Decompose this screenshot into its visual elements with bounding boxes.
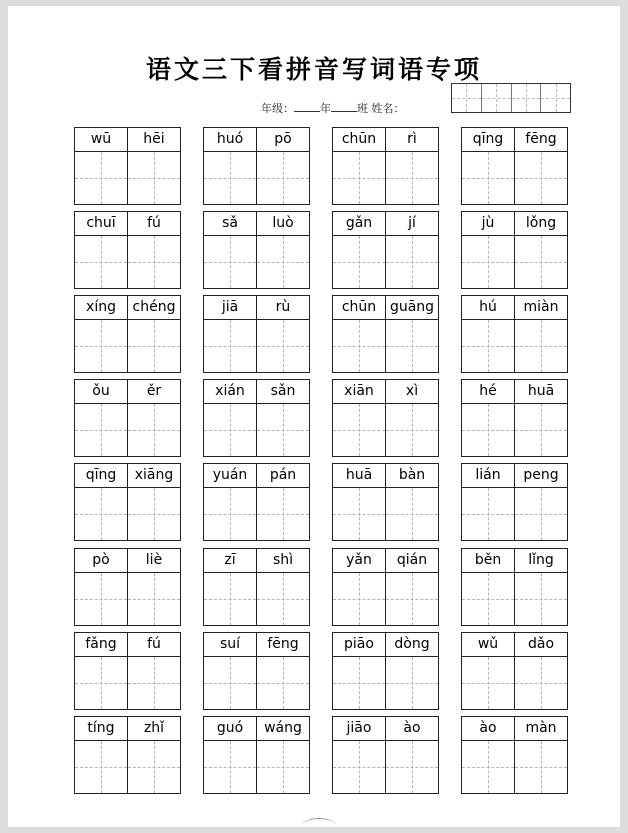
pinyin-label: xiān — [333, 380, 385, 404]
character-cell — [75, 549, 127, 625]
writing-box[interactable] — [333, 657, 385, 709]
page-title: 语文三下看拼音写词语专项 — [145, 55, 482, 84]
student-info-line — [261, 100, 405, 116]
character-cell — [204, 633, 256, 709]
character-cell — [75, 633, 127, 709]
writing-box[interactable] — [333, 236, 385, 288]
character-cell — [333, 464, 385, 540]
writing-box[interactable] — [333, 573, 385, 625]
word-item — [461, 295, 568, 373]
writing-box[interactable] — [204, 320, 256, 372]
writing-box[interactable] — [257, 488, 309, 540]
character-cell — [385, 464, 438, 540]
character-cell — [462, 296, 514, 372]
pinyin-label: xián — [204, 380, 256, 404]
pinyin-label: suí — [204, 633, 256, 657]
word-item — [74, 463, 181, 541]
word-item — [461, 548, 568, 626]
character-cell — [385, 633, 438, 709]
character-cell — [462, 212, 514, 288]
pinyin-label: ǒu — [75, 380, 127, 404]
character-cell — [127, 380, 180, 456]
pinyin-label: jí — [386, 212, 438, 236]
name-cell[interactable] — [482, 84, 512, 112]
class-label: 班 — [357, 102, 368, 115]
writing-box[interactable] — [515, 573, 567, 625]
year-label: 年 — [320, 102, 331, 115]
pinyin-label: fēng — [257, 633, 309, 657]
pinyin-label: lǐng — [515, 549, 567, 573]
writing-box[interactable] — [386, 573, 438, 625]
character-cell — [462, 128, 514, 204]
writing-box[interactable] — [386, 488, 438, 540]
writing-box[interactable] — [128, 236, 180, 288]
pinyin-label: dǎo — [515, 633, 567, 657]
writing-box[interactable] — [257, 404, 309, 456]
pinyin-label: dòng — [386, 633, 438, 657]
character-cell — [462, 380, 514, 456]
writing-box[interactable] — [462, 404, 514, 456]
writing-box[interactable] — [257, 320, 309, 372]
character-cell — [333, 296, 385, 372]
character-cell — [385, 717, 438, 793]
writing-box[interactable] — [462, 152, 514, 204]
character-cell — [514, 717, 567, 793]
pinyin-label: qīng — [462, 128, 514, 152]
character-cell — [127, 717, 180, 793]
pinyin-label: fú — [128, 633, 180, 657]
word-item — [461, 632, 568, 710]
word-item — [203, 295, 310, 373]
character-cell — [385, 128, 438, 204]
pinyin-label: chéng — [128, 296, 180, 320]
writing-box[interactable] — [462, 236, 514, 288]
page-footer-mark — [302, 818, 336, 833]
pinyin-label: qīng — [75, 464, 127, 488]
word-item — [203, 548, 310, 626]
character-cell — [256, 212, 309, 288]
pinyin-label: huā — [333, 464, 385, 488]
word-item — [74, 379, 181, 457]
character-cell — [462, 549, 514, 625]
writing-box[interactable] — [257, 152, 309, 204]
writing-box[interactable] — [462, 573, 514, 625]
writing-box[interactable] — [462, 657, 514, 709]
word-item — [332, 632, 439, 710]
character-cell — [127, 296, 180, 372]
name-label: 姓名： — [371, 102, 405, 115]
pinyin-label: wáng — [257, 717, 309, 741]
character-cell — [462, 633, 514, 709]
word-item — [203, 632, 310, 710]
writing-box[interactable] — [128, 741, 180, 793]
character-cell — [333, 212, 385, 288]
writing-box[interactable] — [204, 741, 256, 793]
character-cell — [333, 633, 385, 709]
character-cell — [462, 717, 514, 793]
character-cell — [75, 380, 127, 456]
name-writing-box[interactable] — [451, 83, 571, 113]
word-item — [332, 211, 439, 289]
writing-box[interactable] — [128, 657, 180, 709]
writing-box[interactable] — [386, 236, 438, 288]
name-cell[interactable] — [452, 84, 482, 112]
pinyin-label: chūn — [333, 128, 385, 152]
pinyin-label: qián — [386, 549, 438, 573]
character-cell — [256, 380, 309, 456]
pinyin-label: pán — [257, 464, 309, 488]
pinyin-label: shì — [257, 549, 309, 573]
writing-box[interactable] — [204, 152, 256, 204]
word-item — [332, 295, 439, 373]
character-cell — [75, 717, 127, 793]
character-cell — [256, 549, 309, 625]
pinyin-label: rù — [257, 296, 309, 320]
pinyin-label: yuán — [204, 464, 256, 488]
writing-box[interactable] — [515, 741, 567, 793]
pinyin-label: běn — [462, 549, 514, 573]
character-cell — [127, 464, 180, 540]
character-cell — [75, 212, 127, 288]
word-item — [203, 379, 310, 457]
character-cell — [514, 549, 567, 625]
pinyin-label: miàn — [515, 296, 567, 320]
pinyin-label: ào — [386, 717, 438, 741]
writing-box[interactable] — [204, 488, 256, 540]
pinyin-label: fǎng — [75, 633, 127, 657]
writing-box[interactable] — [128, 488, 180, 540]
name-cell[interactable] — [512, 84, 542, 112]
character-cell — [204, 128, 256, 204]
word-item — [74, 632, 181, 710]
writing-box[interactable] — [515, 404, 567, 456]
writing-box[interactable] — [128, 152, 180, 204]
worksheet-page — [8, 6, 620, 827]
character-cell — [256, 633, 309, 709]
writing-box[interactable] — [257, 741, 309, 793]
pinyin-label: hēi — [128, 128, 180, 152]
pinyin-label: hé — [462, 380, 514, 404]
writing-box[interactable] — [75, 152, 127, 204]
writing-box[interactable] — [515, 488, 567, 540]
writing-box[interactable] — [515, 152, 567, 204]
pinyin-label: wǔ — [462, 633, 514, 657]
character-cell — [385, 549, 438, 625]
pinyin-label: piāo — [333, 633, 385, 657]
pinyin-label: sǎn — [257, 380, 309, 404]
writing-box[interactable] — [75, 573, 127, 625]
pinyin-label: pò — [75, 549, 127, 573]
word-item — [74, 716, 181, 794]
word-item — [332, 379, 439, 457]
pinyin-label: xì — [386, 380, 438, 404]
writing-box[interactable] — [386, 320, 438, 372]
character-cell — [204, 717, 256, 793]
character-cell — [204, 464, 256, 540]
writing-box[interactable] — [333, 320, 385, 372]
pinyin-label: guó — [204, 717, 256, 741]
writing-box[interactable] — [204, 657, 256, 709]
writing-box[interactable] — [462, 488, 514, 540]
pinyin-label: jù — [462, 212, 514, 236]
word-item — [74, 127, 181, 205]
word-item — [203, 211, 310, 289]
writing-box[interactable] — [462, 320, 514, 372]
writing-box[interactable] — [75, 488, 127, 540]
character-cell — [127, 549, 180, 625]
character-cell — [75, 464, 127, 540]
pinyin-label: sǎ — [204, 212, 256, 236]
grade-blank[interactable] — [294, 101, 320, 112]
writing-box[interactable] — [204, 236, 256, 288]
character-cell — [385, 212, 438, 288]
writing-box[interactable] — [333, 152, 385, 204]
character-cell — [514, 633, 567, 709]
word-item — [332, 548, 439, 626]
pinyin-label: ěr — [128, 380, 180, 404]
character-cell — [256, 128, 309, 204]
word-item — [332, 463, 439, 541]
pinyin-label: zhǐ — [128, 717, 180, 741]
character-cell — [333, 380, 385, 456]
word-item — [461, 716, 568, 794]
character-cell — [385, 380, 438, 456]
word-item — [332, 127, 439, 205]
word-item — [203, 127, 310, 205]
pinyin-label: zī — [204, 549, 256, 573]
character-cell — [256, 296, 309, 372]
writing-box[interactable] — [128, 573, 180, 625]
character-cell — [256, 717, 309, 793]
writing-box[interactable] — [333, 741, 385, 793]
writing-box[interactable] — [204, 573, 256, 625]
pinyin-label: yǎn — [333, 549, 385, 573]
writing-box[interactable] — [515, 657, 567, 709]
writing-box[interactable] — [333, 404, 385, 456]
character-cell — [204, 380, 256, 456]
word-item — [461, 379, 568, 457]
character-cell — [514, 464, 567, 540]
writing-box[interactable] — [128, 320, 180, 372]
pinyin-label: rì — [386, 128, 438, 152]
character-cell — [333, 128, 385, 204]
pinyin-label: luò — [257, 212, 309, 236]
character-cell — [127, 128, 180, 204]
pinyin-label: xíng — [75, 296, 127, 320]
pinyin-label: ào — [462, 717, 514, 741]
pinyin-label: fú — [128, 212, 180, 236]
writing-box[interactable] — [386, 741, 438, 793]
pinyin-label: lián — [462, 464, 514, 488]
character-cell — [204, 212, 256, 288]
pinyin-label: hú — [462, 296, 514, 320]
character-cell — [385, 296, 438, 372]
character-cell — [333, 717, 385, 793]
writing-box[interactable] — [462, 741, 514, 793]
word-item — [461, 127, 568, 205]
writing-box[interactable] — [75, 320, 127, 372]
writing-box[interactable] — [333, 488, 385, 540]
writing-box[interactable] — [515, 320, 567, 372]
character-cell — [256, 464, 309, 540]
pinyin-label: huó — [204, 128, 256, 152]
pinyin-label: huā — [515, 380, 567, 404]
character-cell — [514, 128, 567, 204]
class-blank[interactable] — [331, 101, 357, 112]
writing-box[interactable] — [257, 573, 309, 625]
pinyin-label: pō — [257, 128, 309, 152]
pinyin-label: peng — [515, 464, 567, 488]
pinyin-label: tíng — [75, 717, 127, 741]
pinyin-label: guāng — [386, 296, 438, 320]
character-cell — [514, 212, 567, 288]
writing-box[interactable] — [75, 657, 127, 709]
character-cell — [514, 296, 567, 372]
writing-box[interactable] — [75, 741, 127, 793]
pinyin-label: jiāo — [333, 717, 385, 741]
pinyin-label: wū — [75, 128, 127, 152]
character-cell — [204, 549, 256, 625]
character-cell — [75, 296, 127, 372]
pinyin-label: xiāng — [128, 464, 180, 488]
writing-box[interactable] — [515, 236, 567, 288]
pinyin-label: chūn — [333, 296, 385, 320]
pinyin-label: fēng — [515, 128, 567, 152]
pinyin-label: gǎn — [333, 212, 385, 236]
pinyin-label: chuī — [75, 212, 127, 236]
writing-box[interactable] — [128, 404, 180, 456]
character-cell — [127, 212, 180, 288]
pinyin-label: liè — [128, 549, 180, 573]
word-item — [203, 716, 310, 794]
character-cell — [514, 380, 567, 456]
writing-box[interactable] — [386, 657, 438, 709]
word-item — [332, 716, 439, 794]
word-item — [461, 463, 568, 541]
pinyin-label: jiā — [204, 296, 256, 320]
word-item — [74, 295, 181, 373]
word-item — [461, 211, 568, 289]
writing-box[interactable] — [386, 404, 438, 456]
word-item — [74, 211, 181, 289]
pinyin-label: màn — [515, 717, 567, 741]
character-cell — [333, 549, 385, 625]
writing-box[interactable] — [75, 236, 127, 288]
grade-label: 年级： — [261, 102, 294, 115]
writing-box[interactable] — [257, 236, 309, 288]
character-cell — [75, 128, 127, 204]
character-cell — [127, 633, 180, 709]
pinyin-label: lǒng — [515, 212, 567, 236]
word-item — [74, 548, 181, 626]
writing-box[interactable] — [204, 404, 256, 456]
pinyin-label: bàn — [386, 464, 438, 488]
writing-box[interactable] — [257, 657, 309, 709]
word-item — [203, 463, 310, 541]
character-cell — [462, 464, 514, 540]
writing-box[interactable] — [75, 404, 127, 456]
name-cell[interactable] — [541, 84, 570, 112]
character-cell — [204, 296, 256, 372]
writing-box[interactable] — [386, 152, 438, 204]
